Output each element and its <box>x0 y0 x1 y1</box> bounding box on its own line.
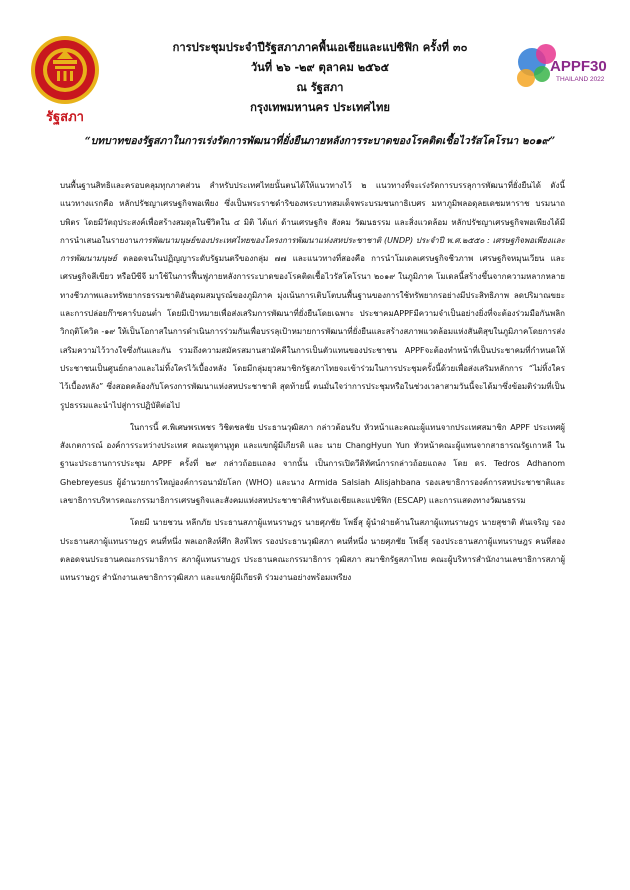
body-paragraph-1 <box>60 177 565 415</box>
parliament-logo <box>26 34 104 126</box>
paragraph-1-text-b: ตลอดจนในปฏิญญาระดับรัฐมนตรีของกลุ่ม ๗๗ และแนวทางที่สองคือ การนำโมเดลเศรษฐกิจชีวภาพ เศรษฐกิจหมุนเวียน และเศรษฐกิจสีเขียว หรือบีซีจี มาใช้ในการฟื้นฟูภายหลังการระบาดของโรคติดเชื้อไวรัสโคโรนา ๒๐๑๙ ในภูมิภาค โมเดลนี้สร้างขึ้นจากความหลากหลายทางชีวภาพและทรัพยากรธรรมชาติอันอุดมสมบูรณ์ของภูมิภาค มุ่งเน้นการเติบโตบนพื้นฐานของการใช้ทรัพยากรอย่างมีประสิทธิภาพ ลดปริมาณขยะ และการปล่อยก๊าซคาร์บอนต่ำ โดยมีเป้าหมายเพื่อส่งเสริมการพัฒนาที่ยั่งยืนโดยเฉพาะ ประชาคมAPPFมีความจำเป็นอย่างยิ่งที่จะต้องร่วมมือกันพลิกวิกฤติโควิด -๑๙ ให้เป็นโอกาสในการดำเนินการร่วมกันเพื่อบรรลุเป้าหมายการพัฒนาที่ยั่งยืนและสร้างสภาพแวดล้อมแห่งสันติสุขในภูมิภาคโดยการส่งเสริมความไว้วางใจซึ่งกันและกัน รวมถึงความสมัครสมานสามัคคีในการเป็นตัวแทนของประชาชน APPFจะต้องทำหน้าที่เป็นประชาคมที่กำหนดให้ประชาชนเป็นศูนย์กลางและไม่ทิ้งใครไว้เบื้องหลัง โดยมีกลุ่มยุวสมาชิกรัฐสภาไทยจะเข้าร่วมในการประชุมครั้งนี้ด้วยเพื่อส่งเสริมหลักการ “ไม่ทิ้งใครไว้เบื้องหลัง” ซึ่งสอดคล้องกับโครงการพัฒนาแห่งสหประชาชาติ สุดท้ายนี้ ตนมั่นใจว่าการประชุมหรือในช่วงเวลาสามวันนี้จะได้มาซึ่งข้อมติร่วมที่เป็นรูปธรรมและนำไปสู่การปฏิบัติต่อไป <box>60 254 565 410</box>
appf30-subtitle: THAILAND 2022 <box>556 76 605 83</box>
appf30-logo <box>512 40 608 104</box>
header-date: วันที่ ๒๖ -๒๙ ตุลาคม ๒๕๖๕ <box>250 61 390 74</box>
paragraph-1-text-a: บนพื้นฐานสิทธิและครอบคลุมทุกภาคส่วน สำหรับประเทศไทยนั้นตนได้ให้แนวทางไว้ ๒ แนวทางที่จะเร่งรัดการบรรลุการพัฒนาที่ยั่งยืนได้ ดังนี้ แนวทางแรกคือ หลักปรัชญาเศรษฐกิจพอเพียง ซึ่งเป็นพระราชดำริของพระบาทสมเด็จพระบรมชนกาธิเบศร มหาภูมิพลอดุลยเดชมหาราช บรมนาถบพิตร โดยมีวัตถุประสงค์เพื่อสร้างสมดุลในชีวิตใน ๔ มิติ ได้แก่ ด้านเศรษฐกิจ สังคม วัฒนธรรม และสิ่งแวดล้อม หลักปรัชญาเศรษฐกิจพอเพียงได้มีการนำเสนอในรายงาน <box>60 181 565 245</box>
body-paragraph-2: ในการนี้ ศ.พิเศษพรเพชร วิชิตชลชัย ประธานวุฒิสภา กล่าวต้อนรับ หัวหน้าและคณะผู้แทนจากประเทศสมาชิก APPF ประเทศผู้สังเกตการณ์ องค์การระหว่างประเทศ คณะทูตานุทูต และแขกผู้มีเกียรติ และ นาย ChangHyun Yun หัวหน้าคณะผู้แทนจากสาธารณรัฐเกาหลี ในฐานะประธานการประชุม APPF ครั้งที่ ๒๙ กล่าวถ้อยแถลง จากนั้น เป็นการเปิดวีดิทัศน์การกล่าวถ้อยแถลง โดย ดร. Tedros Adhanom Ghebreyesus ผู้อำนวยการใหญ่องค์การอนามัยโลก (WHO) และนาง Armida Salsiah Alisjahbana รองเลขาธิการองค์การสหประชาชาติและเลขาธิการบริหารคณะกรรมาธิการเศรษฐกิจและสังคมแห่งสหประชาชาติสำหรับเอเชียและแปซิฟิก (ESCAP) และการแสดงทางวัฒนธรรม <box>60 422 565 506</box>
parliament-logo-label: รัฐสภา <box>46 110 84 125</box>
paragraph-1-italic-ref: การพัฒนามนุษย์ของประเทศไทยของโครงการพัฒนาแห่งสหประชาชาติ (UNDP) ประจำปี พ.ศ.๒๕๕๐ : เศรษฐกิจพอเพียงและการพัฒนามนุษย์ <box>60 235 565 264</box>
header-venue: ณ รัฐสภา <box>296 81 344 94</box>
document-body <box>60 177 565 588</box>
body-paragraph-3: โดยมี นายชวน หลีกภัย ประธานสภาผู้แทนราษฎร นายศุภชัย โพธิ์สุ ผู้นำฝ่ายค้านในสภาผู้แทนราษฎร นายสุชาติ ตันเจริญ รองประธานสภาผู้แทนราษฎร คนที่หนึ่ง พลเอกสิงห์ศึก สิงห์ไพร รองประธานวุฒิสภา คนที่หนึ่ง นายศุภชัย โพธิ์สุ รองประธานสภาผู้แทนราษฎร คนที่สอง ตลอดจนประธานคณะกรรมาธิการ สภาผู้แทนราษฎร ประธานคณะกรรมาธิการ วุฒิสภา สมาชิกรัฐสภาไทย คณะผู้บริหารสำนักงานเลขาธิการสภาผู้แทนราษฎร สำนักงานเลขาธิการวุฒิสภา และแขกผู้มีเกียรติ ร่วมงานอย่างพร้อมเพรียง <box>60 518 565 583</box>
header-city: กรุงเทพมหานคร ประเทศไทย <box>250 101 390 114</box>
header-event-name: การประชุมประจำปีรัฐสภาภาคพื้นเอเชียและแปซิฟิก ครั้งที่ ๓๐ <box>172 41 468 54</box>
document-header <box>120 38 520 118</box>
appf30-wordmark: APPF30 <box>550 58 607 75</box>
document-title: “บทบาทของรัฐสภาในการเร่งรัดการพัฒนาที่ยั่งยืนภายหลังการระบาดของโรคติดเชื้อไวรัสโคโรนา ๒๐๑๙” <box>84 135 556 147</box>
